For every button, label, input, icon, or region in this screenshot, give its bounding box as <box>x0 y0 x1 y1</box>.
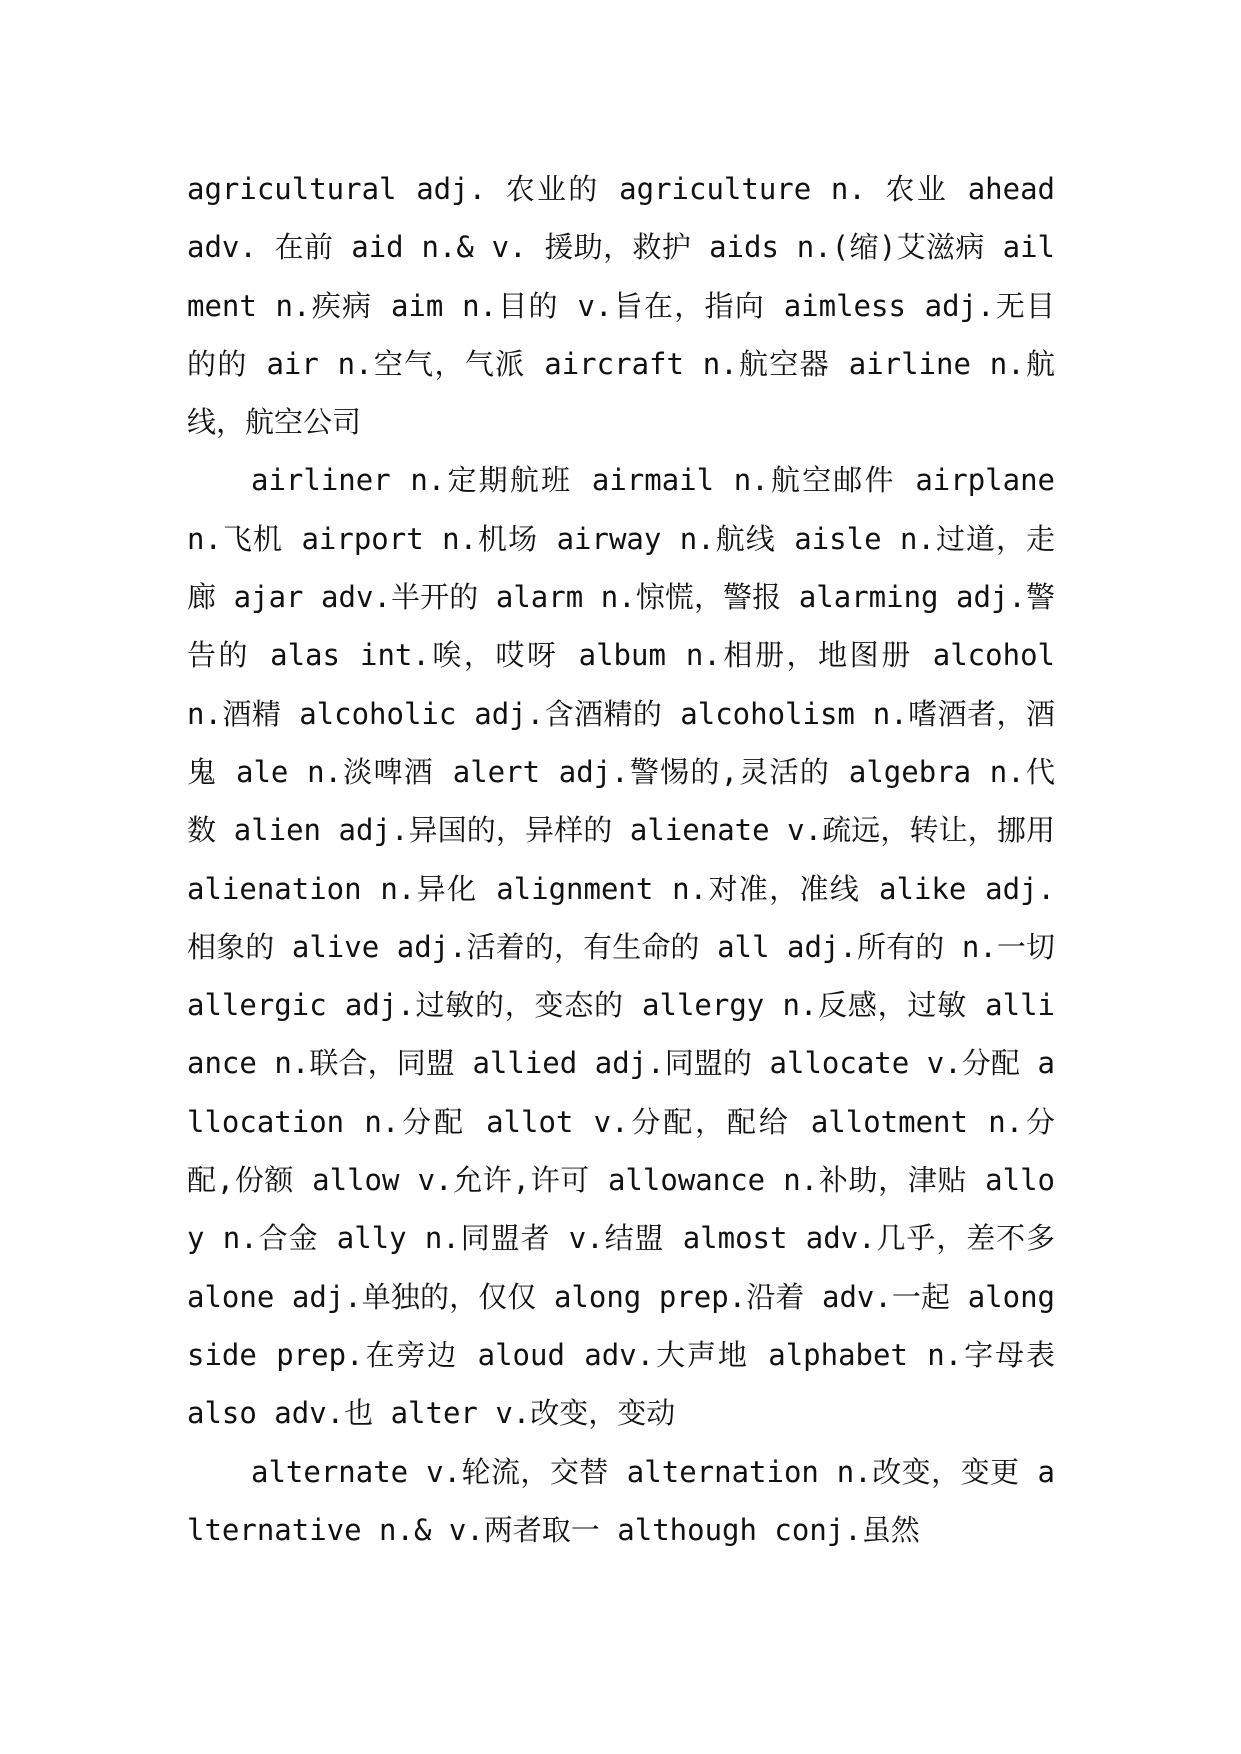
document-body <box>187 160 1055 1559</box>
paragraph-3: alternate v.轮流，交替 alternation n.改变，变更 alternative n.& v.两者取一 although conj.虽然 <box>187 1454 1055 1547</box>
paragraph-2: airliner n.定期航班 airmail n.航空邮件 airplane n.飞机 airport n.机场 airway n.航线 aisle n.过道，走廊 ajar adv.半开的 alarm n.惊慌，警报 alarming adj.警告的 alas int.唉，哎呀 album n.相册，地图册 alcohol n.酒精 alcoholic adj.含酒精的 alcoholism n.嗜酒者，酒鬼 ale n.淡啤酒 alert adj.警惕的,灵活的 algebra n.代数 alien adj.异国的，异样的 alienate v.疏远，转让，挪用 alienation n.异化 alignment n.对准，准线 alike adj.相象的 alive adj.活着的，有生命的 all adj.所有的 n.一切 allergic adj.过敏的，变态的 allergy n.反感，过敏 alliance n.联合，同盟 allied adj.同盟的 allocate v.分配 allocation n.分配 allot v.分配，配给 allotment n.分配,份额 allow v.允许,许可 allowance n.补助，津贴 alloy n.合金 ally n.同盟者 v.结盟 almost adv.几乎，差不多 alone adj.单独的，仅仅 along prep.沿着 adv.一起 alongside prep.在旁边 aloud adv.大声地 alphabet n.字母表 also adv.也 alter v.改变，变动 <box>187 463 1055 1431</box>
paragraph-1: agricultural adj. 农业的 agriculture n. 农业 ahead adv. 在前 aid n.& v. 援助，救护 aids n.(缩)艾滋病 ailment n.疾病 aim n.目的 v.旨在，指向 aimless adj.无目的的 air n.空气，气派 aircraft n.航空器 airline n.航线，航空公司 <box>187 172 1055 440</box>
